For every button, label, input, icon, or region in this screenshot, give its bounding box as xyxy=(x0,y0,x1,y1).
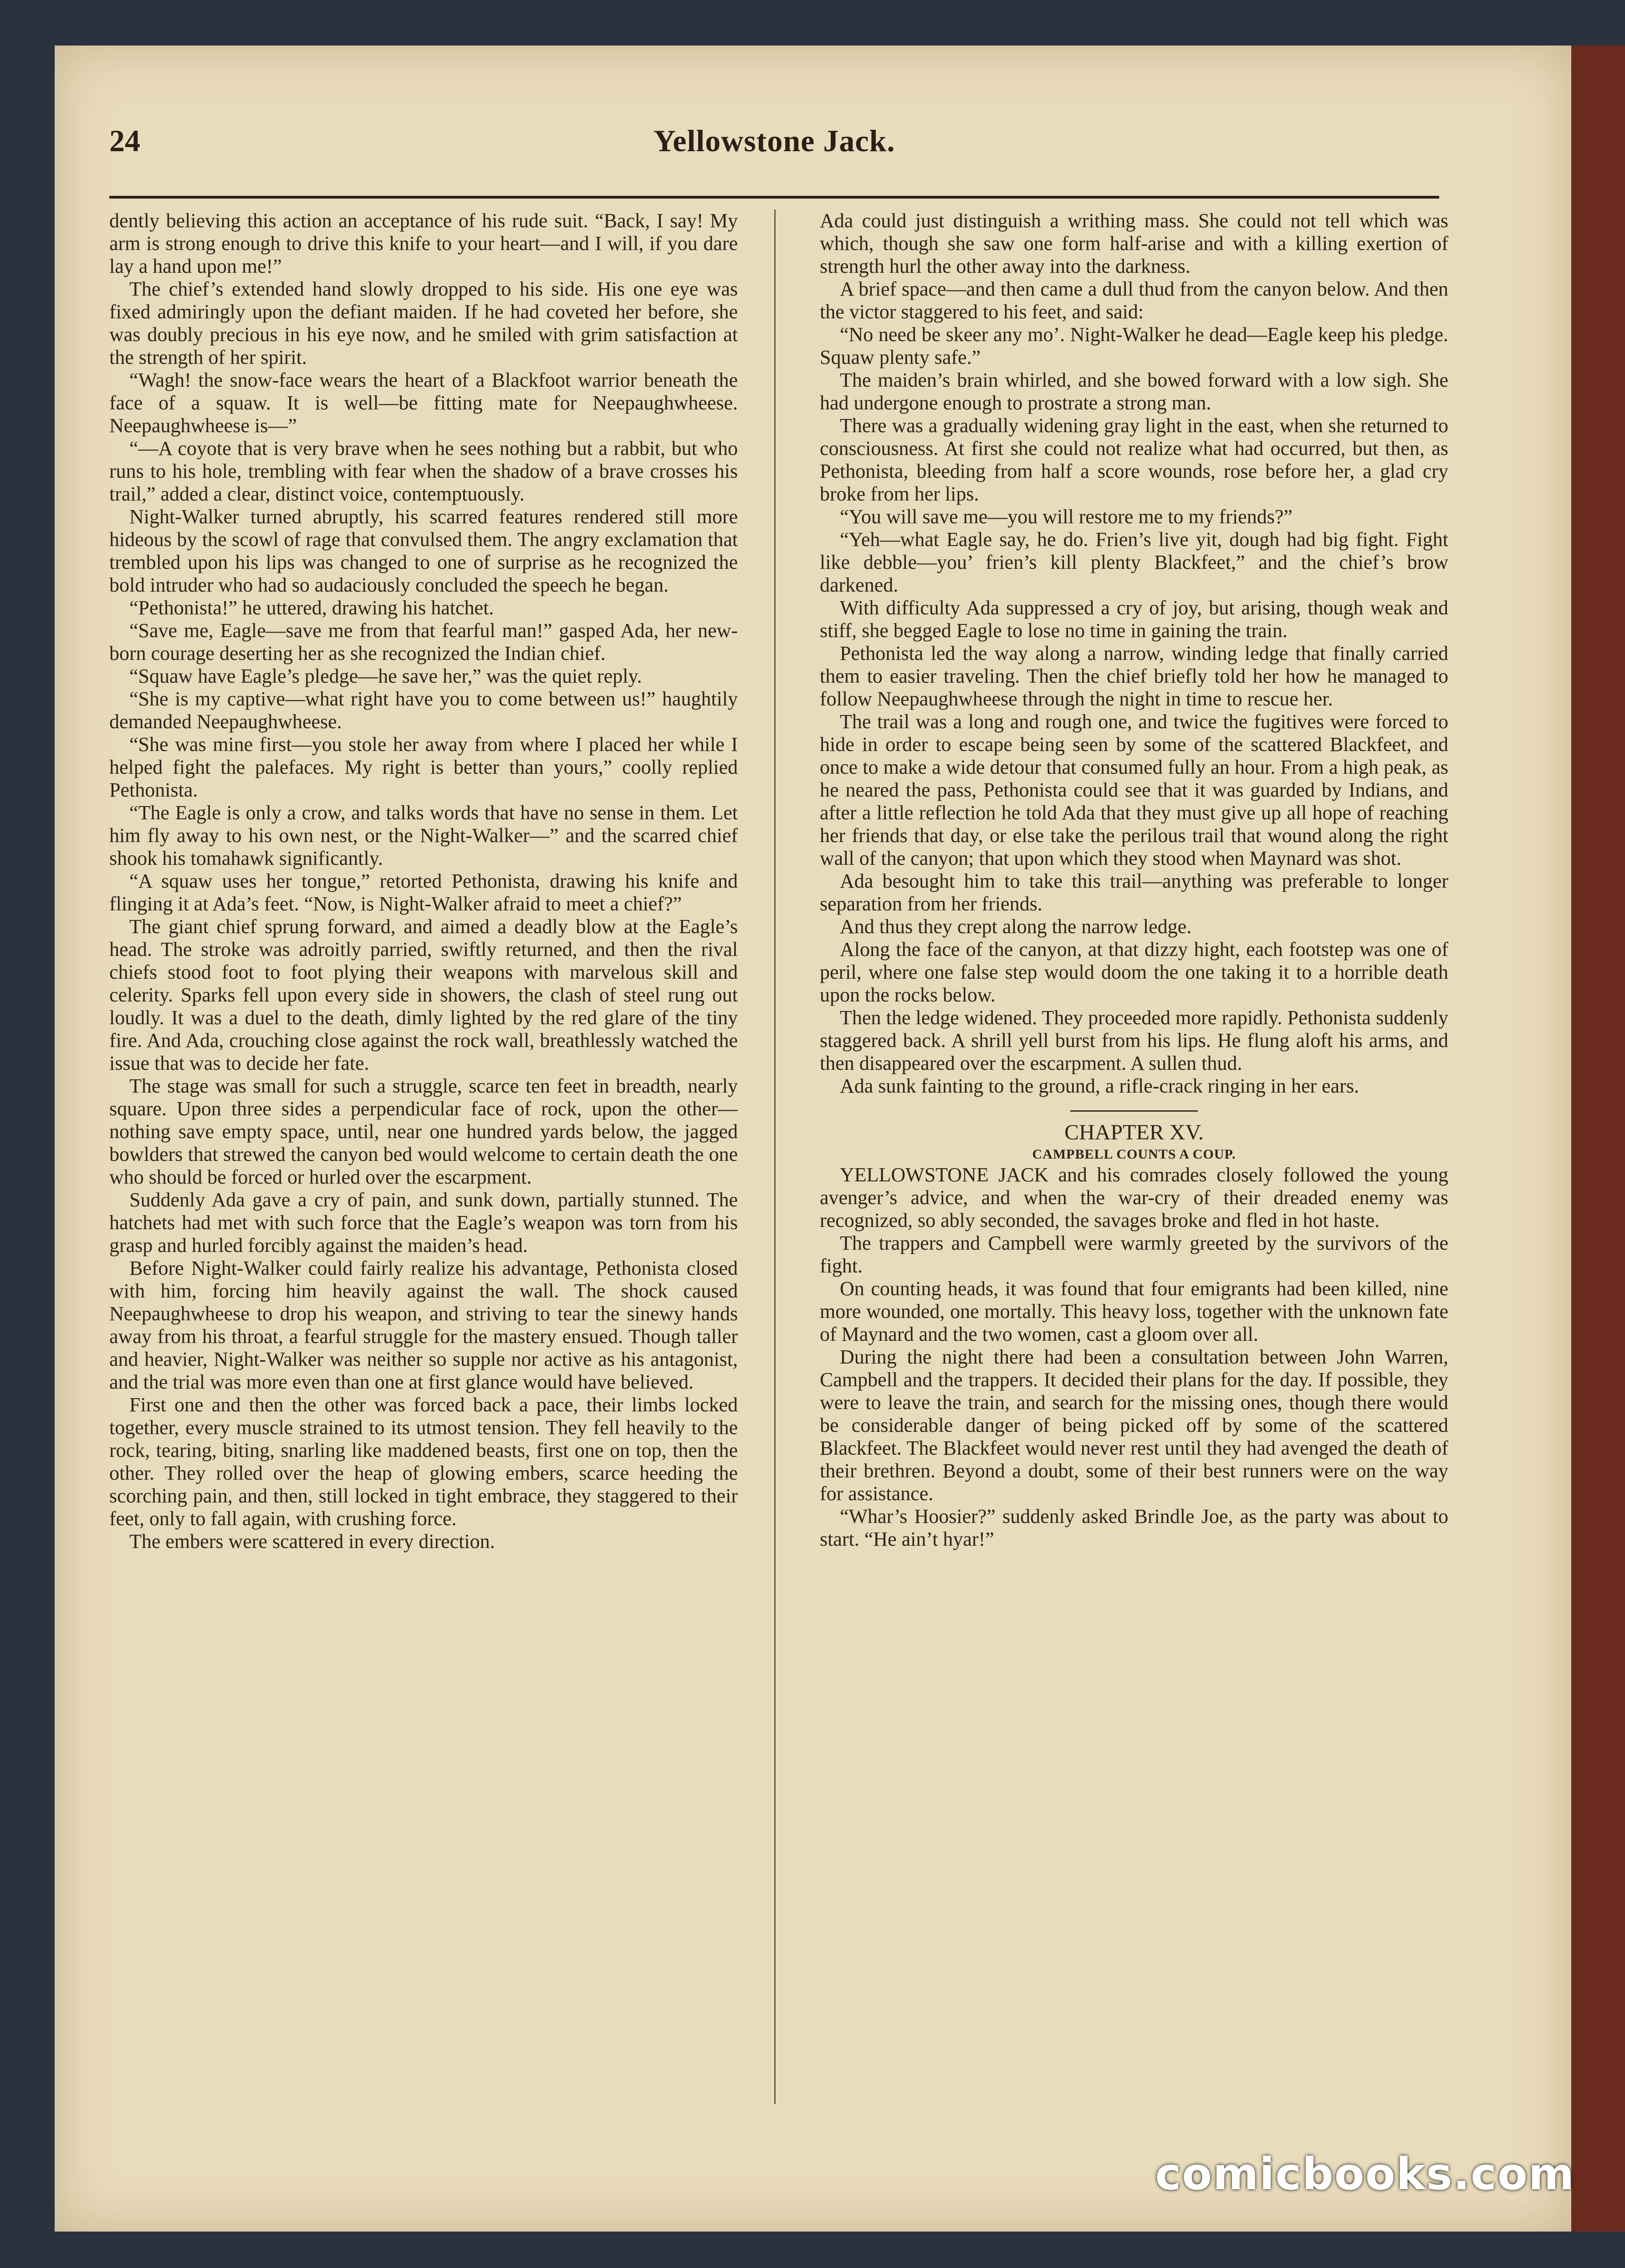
paragraph: “—A coyote that is very brave when he sees nothing but a rabbit, but who runs to his hole, trembling with fear when the shadow of a brave crosses his trail,” added a clear, distinct voice, contemptuously. xyxy=(109,437,738,505)
paragraph: The chief’s extended hand slowly dropped to his side. His one eye was fixed admiringly upon the defiant maiden. If he had coveted her before, she was doubly precious in his eye now, and he smiled with grim satisfaction at the strength of her spirit. xyxy=(109,278,738,368)
paragraph: dently believing this action an acceptance of his rude suit. “Back, I say! My arm is strong enough to drive this knife to your heart—and I will, if you dare lay a hand upon me!” xyxy=(109,209,738,277)
paragraph: “No need be skeer any mo’. Night-Walker he dead—Eagle keep his pledge. Squaw plenty safe.” xyxy=(820,323,1448,368)
paragraph: Suddenly Ada gave a cry of pain, and sunk down, partially stunned. The hatchets had met with such force that the Eagle’s weapon was torn from his grasp and hurled forcibly against the maiden’s head. xyxy=(109,1189,738,1257)
paragraph: “Save me, Eagle—save me from that fearful man!” gasped Ada, her new-born courage deserting her as she recognized the Indian chief. xyxy=(109,619,738,664)
paragraph: “Yeh—what Eagle say, he do. Frien’s live yit, dough had big fight. Fight like debble—you’ frien’s kill plenty Blackfeet,” and the chief’s brow darkened. xyxy=(820,528,1448,596)
paragraph: And thus they crept along the narrow ledge. xyxy=(840,915,1192,938)
paragraph: Ada besought him to take this trail—anything was preferable to longer separation from her friends. xyxy=(820,870,1448,915)
paragraph: “She was mine first—you stole her away from where I placed her while I helped fight the palefaces. My right is better than yours,” coolly replied Pethonista. xyxy=(109,733,738,801)
site-watermark: comicbooks.com xyxy=(1155,2149,1575,2200)
chapter-heading: CHAPTER XV. xyxy=(1064,1120,1204,1144)
paragraph: “Whar’s Hoosier?” suddenly asked Brindle Joe, as the party was about to start. “He ain’t hyar!” xyxy=(820,1505,1448,1550)
paragraph: A brief space—and then came a dull thud from the canyon below. And then the victor staggered to his feet, and said: xyxy=(820,278,1448,323)
paragraph: “A squaw uses her tongue,” retorted Pethonista, drawing his knife and flinging it at Ada’s feet. “Now, is Night-Walker afraid to meet a chief?” xyxy=(109,870,738,915)
paragraph: First one and then the other was forced back a pace, their limbs locked together, every muscle strained to its utmost tension. They fell heavily to the rock, tearing, biting, snarling like maddened beasts, first one on top, then the other. They rolled over the heap of glowing embers, scarce heeding the scorching pain, and then, still locked in tight embrace, they staggered to their feet, only to fall again, with crushing force. xyxy=(109,1394,738,1530)
chapter-title: CAMPBELL COUNTS A COUP. xyxy=(1032,1147,1236,1162)
paragraph: “She is my captive—what right have you to come between us!” haughtily demanded Neepaughwheese. xyxy=(109,688,738,733)
paragraph: The embers were scattered in every direction. xyxy=(129,1530,495,1553)
paragraph: The maiden’s brain whirled, and she bowed forward with a low sigh. She had undergone enough to prostrate a strong man. xyxy=(820,369,1448,414)
paragraph: On counting heads, it was found that four emigrants had been killed, nine more wounded, one mortally. This heavy loss, together with the unknown fate of Maynard and the two women, cast a gloom over all. xyxy=(820,1277,1448,1345)
paragraph: There was a gradually widening gray light in the east, when she returned to consciousness. At first she could not realize what had occurred, but then, as Pethonista, bleeding from half a score wounds, rose before her, a glad cry broke from her lips. xyxy=(820,414,1448,505)
paragraph: Ada sunk fainting to the ground, a rifle-crack ringing in her ears. xyxy=(840,1075,1359,1097)
page-number: 24 xyxy=(109,123,140,158)
paragraph: YELLOWSTONE JACK and his comrades closely followed the young avenger’s advice, and when the war-cry of their dreaded enemy was recognized, so ably seconded, the savages broke and fled in hot haste. xyxy=(820,1164,1448,1231)
book-binding xyxy=(1571,46,1625,2232)
right-column xyxy=(820,209,1448,2113)
paragraph: The trail was a long and rough one, and twice the fugitives were forced to hide in order to escape being seen by some of the scattered Blackfeet, and once to make a wide detour that consumed fully an hour. From a high peak, as he neared the pass, Pethonista could see that it was guarded by Indians, and after a little reflection he told Ada that they must give up all hope of reaching her friends that day, or else take the perilous trail that wound along the right wall of the canyon; that upon which they stood when Maynard was shot. xyxy=(820,710,1448,869)
paragraph: The giant chief sprung forward, and aimed a deadly blow at the Eagle’s head. The stroke was adroitly parried, swiftly returned, and then the rival chiefs stood foot to foot plying their weapons with marvelous skill and celerity. Sparks fell upon every side in showers, the clash of steel rung out loudly. It was a duel to the death, dimly lighted by the red glare of the tiny fire. And Ada, crouching close against the rock wall, breathlessly watched the issue that was to decide her fate. xyxy=(109,915,738,1074)
paragraph: Pethonista led the way along a narrow, winding ledge that finally carried them to easier traveling. Then the chief briefly told her how he managed to follow Neepaughwheese through the night in time to rescue her. xyxy=(820,642,1448,710)
chapter-divider xyxy=(1070,1110,1198,1112)
left-column xyxy=(109,209,738,2113)
paragraph: Night-Walker turned abruptly, his scarred features rendered still more hideous by the scowl of rage that convulsed them. The angry exclamation that trembled upon his lips was changed to one of surprise as he recognized the bold intruder who had so audaciously concluded the speech he began. xyxy=(109,506,738,596)
paragraph: Along the face of the canyon, at that dizzy hight, each footstep was one of peril, where one false step would doom the one taking it to a horrible death upon the rocks below. xyxy=(820,938,1448,1006)
column-divider xyxy=(774,209,776,2104)
paragraph: “You will save me—you will restore me to my friends?” xyxy=(840,506,1293,528)
paragraph: “Squaw have Eagle’s pledge—he save her,” was the quiet reply. xyxy=(129,665,642,687)
paragraph: “Pethonista!” he uttered, drawing his hatchet. xyxy=(129,597,494,619)
paragraph: “The Eagle is only a crow, and talks words that have no sense in them. Let him fly away to his own nest, or the Night-Walker—” and the scarred chief shook his tomahawk significantly. xyxy=(109,802,738,869)
paragraph: The trappers and Campbell were warmly greeted by the survivors of the fight. xyxy=(820,1232,1448,1277)
paragraph: With difficulty Ada suppressed a cry of joy, but arising, though weak and stiff, she begged Eagle to lose no time in gaining the train. xyxy=(820,597,1448,642)
paragraph: Ada could just distinguish a writhing mass. She could not tell which was which, though she saw one form half-arise and with a killing exertion of strength hurl the other away into the darkness. xyxy=(820,209,1448,277)
paragraph: Then the ledge widened. They proceeded more rapidly. Pethonista suddenly staggered back. A shrill yell burst from his lips. He flung aloft his arms, and then disappeared over the escarpment. A sullen thud. xyxy=(820,1006,1448,1074)
page-header xyxy=(109,96,1439,199)
running-title: Yellowstone Jack. xyxy=(653,123,895,158)
paragraph: The stage was small for such a struggle, scarce ten feet in breadth, nearly square. Upon three sides a perpendicular face of rock, upon the other—nothing save empty space, until, near one hundred yards below, the jagged bowlders that strewed the canyon bed would welcome to certain death the one who should be forced or hurled over the escarpment. xyxy=(109,1075,738,1188)
paragraph: “Wagh! the snow-face wears the heart of a Blackfoot warrior beneath the face of a squaw. It is well—be fitting mate for Neepaughwheese. Neepaughwheese is—” xyxy=(109,369,738,437)
paragraph: During the night there had been a consultation between John Warren, Campbell and the trappers. It decided their plans for the day. If possible, they were to leave the train, and search for the missing ones, though there would be considerable danger of being picked off by some of the scattered Blackfeet. The Blackfeet would never rest until they had avenged the death of their brethren. Beyond a doubt, some of their best runners were on the way for assistance. xyxy=(820,1346,1448,1505)
paragraph: Before Night-Walker could fairly realize his advantage, Pethonista closed with him, forcing him heavily against the wall. The shock caused Neepaughwheese to drop his weapon, and striving to tear the sinewy hands away from his throat, a fearful struggle for the mastery ensued. Though taller and heavier, Night-Walker was neither so supple nor active as his antagonist, and the trial was more even than one at first glance would have believed. xyxy=(109,1257,738,1393)
